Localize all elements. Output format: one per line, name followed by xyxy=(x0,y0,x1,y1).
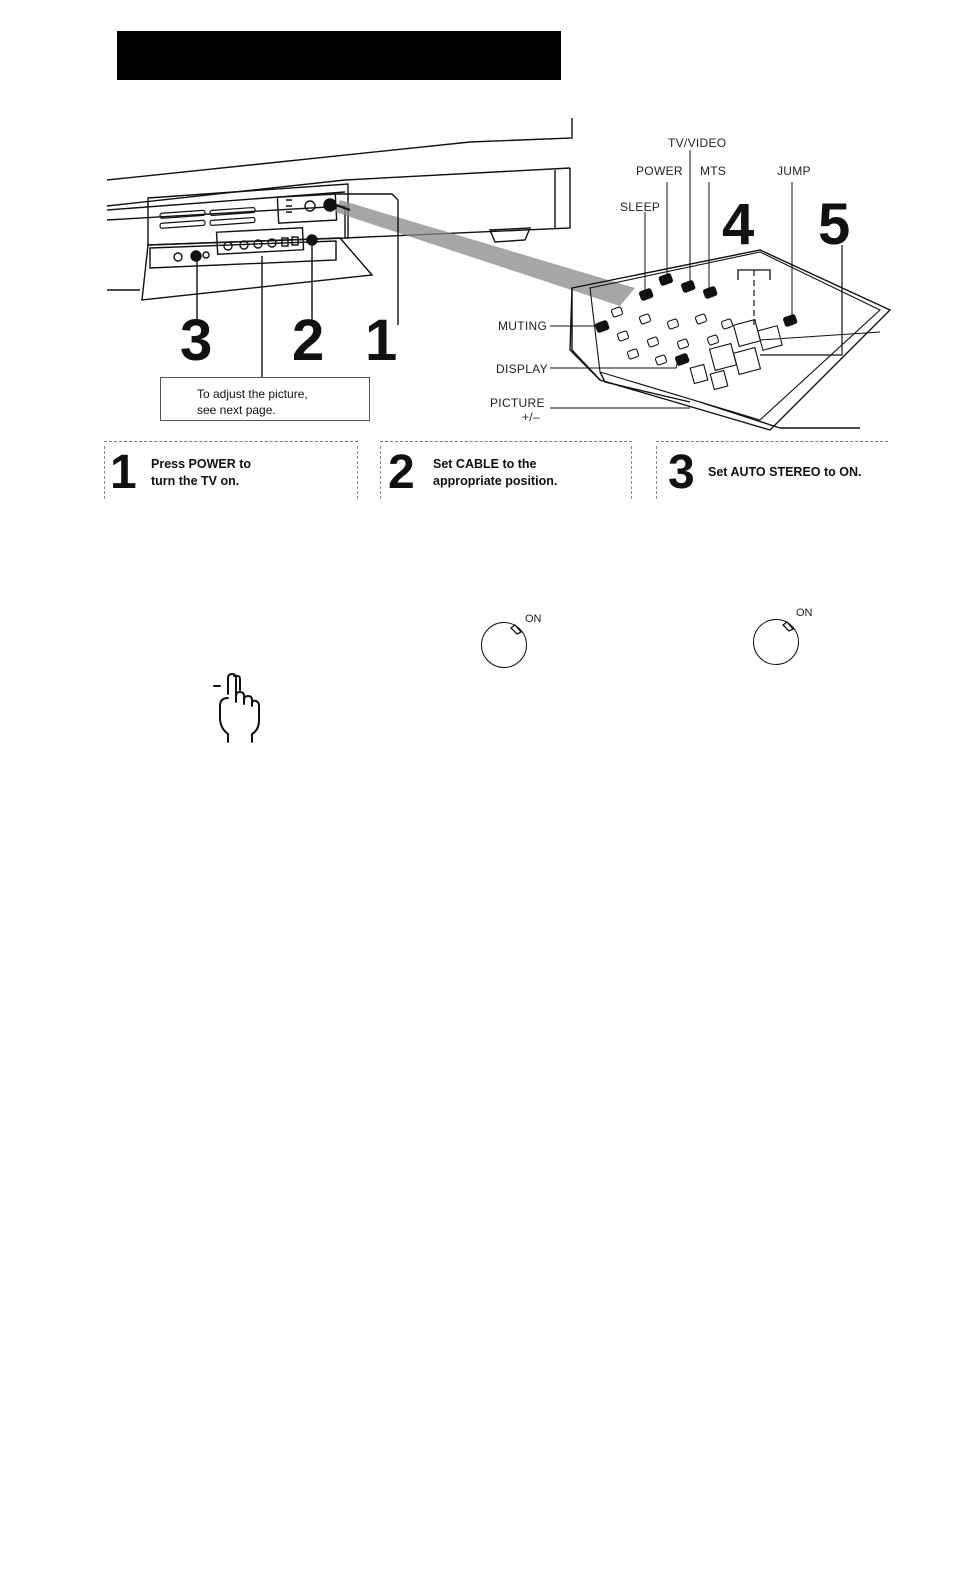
auto-stereo-knob xyxy=(753,619,799,665)
step-2-line-1: Set CABLE to the xyxy=(433,457,537,471)
callout-number-1: 1 xyxy=(365,308,398,373)
note-line-2: see next page. xyxy=(197,403,276,417)
step-2-text xyxy=(433,456,557,490)
mts-label: MTS xyxy=(700,164,727,178)
cable-switch-knob xyxy=(481,622,527,668)
auto-stereo-on-label: ON xyxy=(796,607,813,619)
step-2-line-2: appropriate position. xyxy=(433,474,558,488)
step-1-line-2: turn the TV on. xyxy=(151,474,240,488)
note-line-1: To adjust the picture, xyxy=(197,387,308,401)
muting-label: MUTING xyxy=(498,319,548,333)
step-3-box xyxy=(656,441,888,499)
sleep-label: SLEEP xyxy=(620,200,661,214)
display-label: DISPLAY xyxy=(496,362,548,376)
power-label: POWER xyxy=(636,164,683,178)
picture-sub-label: +/– xyxy=(522,410,540,424)
step-3-number: 3 xyxy=(668,446,695,499)
page-header-bar xyxy=(117,31,561,80)
tv-video-label: TV/VIDEO xyxy=(668,136,727,150)
jump-label: JUMP xyxy=(777,164,811,178)
step-3-line-1: Set AUTO STEREO to ON. xyxy=(708,465,862,479)
hand-press-icon xyxy=(206,668,266,746)
step-3-text xyxy=(708,464,862,481)
cable-knob-on-label: ON xyxy=(525,613,542,625)
step-2-number: 2 xyxy=(388,446,415,499)
callout-number-3: 3 xyxy=(180,308,213,373)
step-1-line-1: Press POWER to xyxy=(151,457,252,471)
step-2-box xyxy=(380,441,632,499)
callout-number-5: 5 xyxy=(818,192,851,257)
callout-number-2: 2 xyxy=(292,308,325,373)
tv-remote-illustration xyxy=(0,110,954,440)
step-1-box xyxy=(104,441,358,499)
step-1-number: 1 xyxy=(110,446,137,499)
picture-label: PICTURE xyxy=(490,396,545,410)
callout-number-4: 4 xyxy=(722,192,755,257)
picture-adjust-note xyxy=(160,377,370,421)
step-1-text xyxy=(151,456,251,490)
